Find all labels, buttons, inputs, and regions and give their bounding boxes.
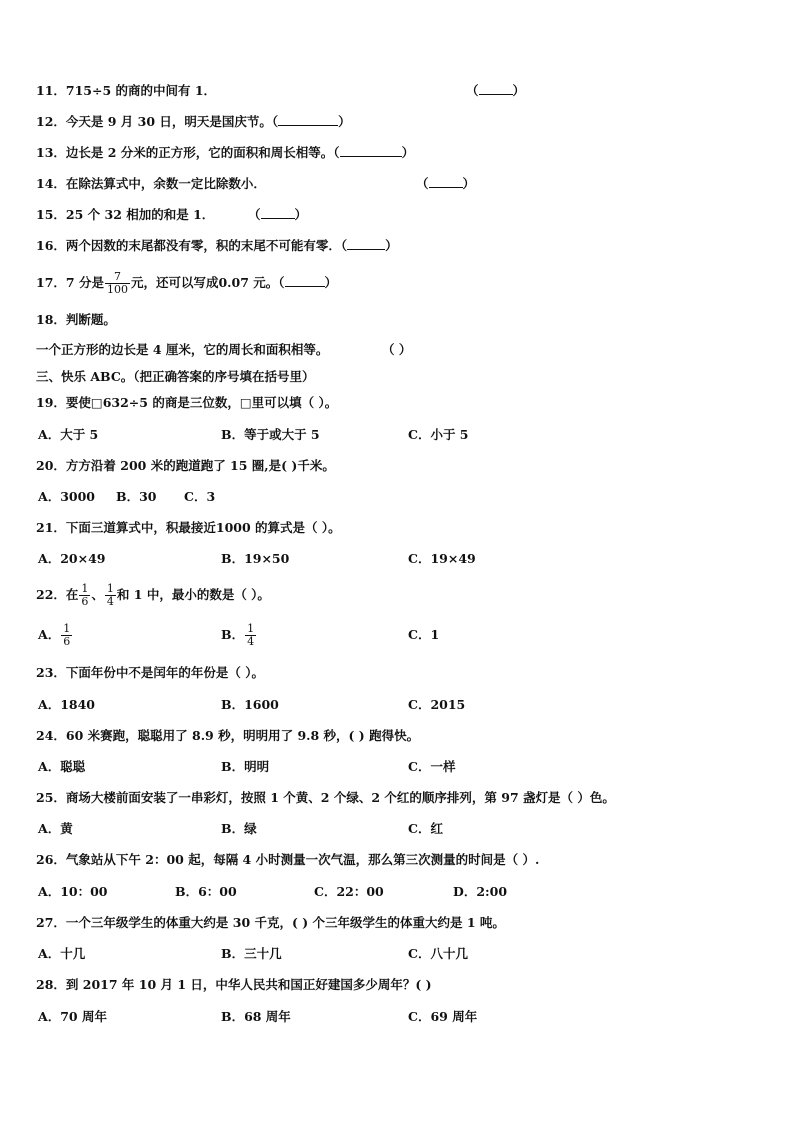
question-text: 一个正方形的边长是 4 厘米，它的周长和面积相等。 (36, 342, 329, 357)
fraction (105, 583, 116, 608)
option-a[interactable]: A．1840 (38, 697, 95, 712)
question-13 (36, 145, 414, 161)
fraction-numerator: 1 (247, 622, 255, 635)
fraction-denominator: 6 (63, 635, 71, 648)
question-text: 12．今天是 9 月 30 日，明天是国庆节。（ (36, 114, 279, 129)
option-c[interactable]: C．19×49 (408, 551, 476, 566)
question-20: 20．方方沿着 200 米的跑道跑了 15 圈,是( )千米。 (36, 458, 335, 473)
paren-close: ） (385, 238, 398, 253)
option-a[interactable]: A．20×49 (38, 551, 106, 566)
answer-paren-11[interactable] (466, 83, 525, 99)
question-text: 16．两个因数的末尾都没有零，积的末尾不可能有零．（ (36, 238, 348, 253)
answer-paren-14[interactable] (416, 176, 475, 192)
option-b[interactable]: B．6：00 (175, 884, 237, 899)
question-11 (36, 83, 216, 99)
question-15 (36, 207, 214, 223)
option-c[interactable]: C．红 (408, 821, 443, 836)
option-c[interactable]: C．69 周年 (408, 1009, 478, 1024)
question-27: 27．一个三年级学生的体重大约是 30 千克，( ) 个三年级学生的体重大约是 1 吨。 (36, 915, 505, 930)
question-text: 22．在 (36, 587, 79, 602)
option-a[interactable]: A．70 周年 (38, 1009, 107, 1024)
option-c[interactable]: C．1 (408, 627, 440, 642)
answer-blank[interactable] (261, 207, 295, 219)
option-label: A． (38, 627, 61, 642)
question-12 (36, 114, 351, 130)
option-b[interactable]: B．1600 (221, 697, 279, 712)
question-text: 11．715÷5 的商的中间有 1． (36, 83, 217, 98)
question-21: 21．下面三道算式中，积最接近1000 的算式是（ ）。 (36, 520, 341, 535)
question-text: 17．7 分是 (36, 275, 104, 290)
option-c[interactable]: C．3 (184, 489, 216, 504)
fraction-numerator: 7 (113, 270, 121, 283)
option-b[interactable]: B．68 周年 (221, 1009, 291, 1024)
paren-close: ） (338, 114, 351, 129)
question-28: 28．到 2017 年 10 月 1 日，中华人民共和国正好建国多少周年？( ) (36, 977, 432, 992)
answer-blank[interactable] (429, 176, 463, 188)
option-b[interactable]: B．19×50 (221, 551, 290, 566)
option-c[interactable]: C．22：00 (314, 884, 384, 899)
option-c[interactable]: C．八十几 (408, 946, 468, 961)
answer-blank[interactable] (278, 114, 338, 126)
option-c[interactable]: C．2015 (408, 697, 466, 712)
question-18-title: 18．判断题。 (36, 312, 116, 327)
question-18 (36, 342, 328, 358)
answer-blank[interactable] (347, 238, 385, 250)
option-label: B． (221, 627, 245, 642)
paren-open: （ (248, 207, 261, 222)
option-a[interactable] (38, 620, 73, 650)
paren-close: ） (512, 83, 526, 98)
answer-blank[interactable] (285, 275, 325, 287)
fraction-denominator: 100 (106, 283, 128, 296)
option-a[interactable]: A．十几 (38, 946, 86, 961)
option-c[interactable]: C．一样 (408, 759, 456, 774)
separator: 、 (91, 587, 104, 602)
option-b[interactable]: B．三十几 (221, 946, 282, 961)
answer-paren-18[interactable]: （ ） (382, 342, 412, 357)
option-d[interactable]: D．2:00 (453, 884, 508, 899)
answer-paren-15[interactable] (248, 207, 307, 223)
question-14 (36, 176, 266, 192)
option-a[interactable]: A．黄 (38, 821, 73, 836)
option-a[interactable]: A．聪聪 (38, 759, 86, 774)
paren-open: （ (466, 83, 479, 98)
fraction (105, 271, 130, 296)
fraction-denominator: 4 (247, 635, 255, 648)
paren-close: ） (324, 275, 338, 290)
section-title: 三、快乐 ABC。（把正确答案的序号填在括号里） (36, 369, 315, 384)
fraction (245, 623, 256, 648)
question-25: 25．商场大楼前面安装了一串彩灯，按照 1 个黄、2 个绿、2 个红的顺序排列，第 97 盏灯是（ ）色。 (36, 790, 615, 805)
fraction-denominator: 6 (81, 595, 89, 608)
fraction (61, 623, 72, 648)
fraction-numerator: 1 (81, 582, 89, 595)
paren-open: （ (416, 176, 429, 191)
paren-close: ） (401, 145, 415, 160)
option-a[interactable]: A．10：00 (38, 884, 108, 899)
question-24: 24．60 米赛跑，聪聪用了 8.9 秒，明明用了 9.8 秒，( ) 跑得快。 (36, 728, 420, 743)
question-text-suffix: 和 1 中，最小的数是（ ）。 (116, 587, 270, 602)
question-23: 23．下面年份中不是闰年的年份是（ ）。 (36, 665, 264, 680)
fraction (79, 583, 90, 608)
fraction-numerator: 1 (63, 622, 71, 635)
option-a[interactable]: A．大于 5 (38, 427, 99, 442)
question-text: 13．边长是 2 分米的正方形，它的面积和周长相等。（ (36, 145, 340, 160)
question-26: 26．气象站从下午 2：00 起，每隔 4 小时测量一次气温，那么第三次测量的时间是（ ）. (36, 852, 540, 867)
option-c[interactable]: C．小于 5 (408, 427, 469, 442)
question-17 (36, 270, 337, 296)
question-22 (36, 580, 270, 610)
answer-blank[interactable] (479, 83, 513, 95)
option-a[interactable]: A．3000 (38, 489, 95, 504)
paren-close: ） (462, 176, 476, 191)
question-text: 14．在除法算式中，余数一定比除数小． (36, 176, 266, 191)
option-b[interactable]: B．绿 (221, 821, 257, 836)
question-19: 19．要使□632÷5 的商是三位数，□里可以填（ ）。 (36, 395, 338, 410)
answer-blank[interactable] (340, 145, 402, 157)
option-b[interactable] (221, 620, 257, 650)
fraction-numerator: 1 (106, 582, 114, 595)
paren-close: ） (294, 207, 308, 222)
question-16 (36, 238, 398, 254)
question-text: 15．25 个 32 相加的和是 1． (36, 207, 215, 222)
option-b[interactable]: B．30 (116, 489, 157, 504)
option-b[interactable]: B．明明 (221, 759, 270, 774)
fraction-denominator: 4 (106, 595, 114, 608)
question-text-suffix: 元，还可以写成0.07 元。（ (130, 275, 285, 290)
option-b[interactable]: B．等于或大于 5 (221, 427, 320, 442)
